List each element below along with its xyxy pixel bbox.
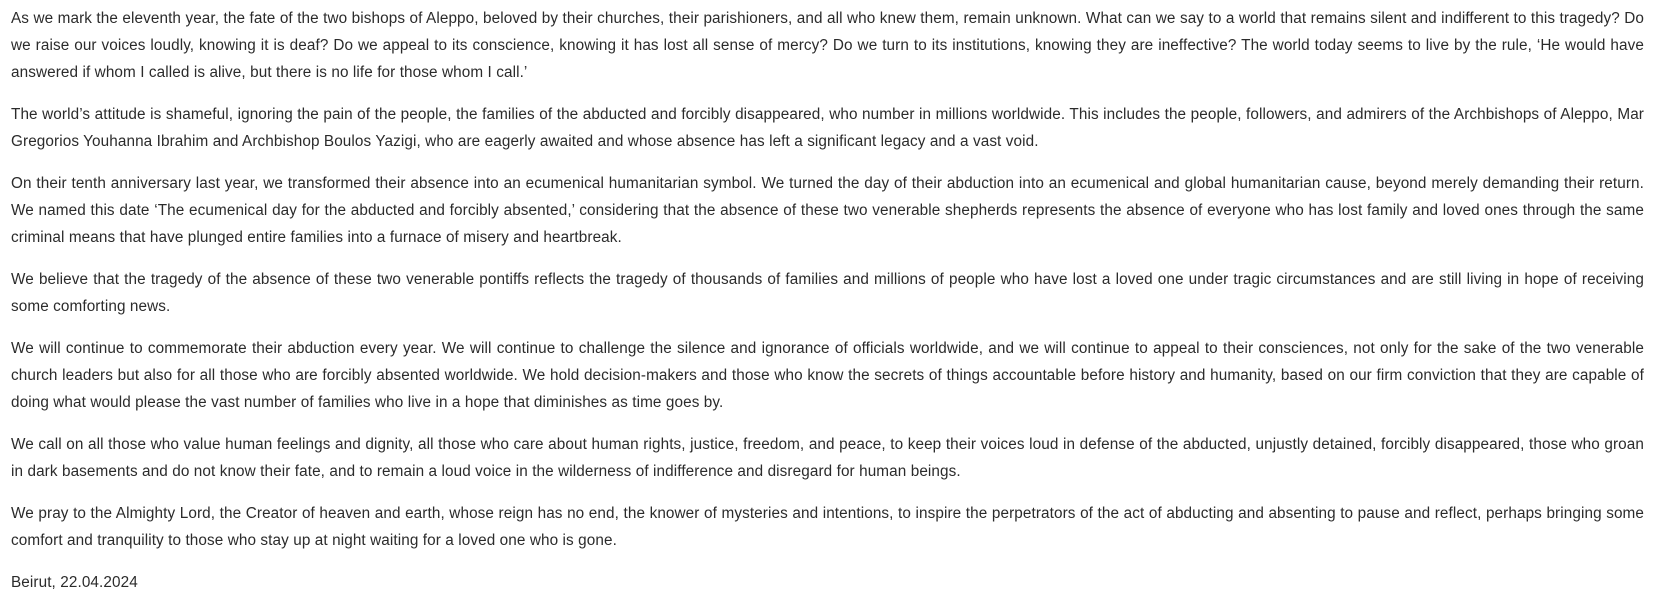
article-paragraph-2: The world’s attitude is shameful, ignoring the pain of the people, the families of the abducted and forcibly disappeared, who number in millions worldwide. This includes the people, followers, and admirers of the Archbishops of Aleppo, Mar Gregorios Youhanna Ibrahim and Archbishop Boulos Yazigi, who are eagerly awaited and whose absence has left a significant legacy and a vast void. (11, 106, 1644, 150)
article-signoff: Beirut, 22.04.2024 (11, 574, 138, 591)
article-paragraph-7: We pray to the Almighty Lord, the Creator of heaven and earth, whose reign has no end, the knower of mysteries and intentions, to inspire the perpetrators of the act of abducting and absenting to pause and reflect, perhaps bringing some comfort and tranquility to those who stay up at night waiting for a loved one who is gone. (11, 505, 1644, 549)
article-paragraph-6: We call on all those who value human feelings and dignity, all those who care about human rights, justice, freedom, and peace, to keep their voices loud in defense of the abducted, unjustly detained, forcibly disappeared, those who groan in dark basements and do not know their fate, and to remain a loud voice in the wilderness of indifference and disregard for human beings. (11, 436, 1644, 480)
article-paragraph-5: We will continue to commemorate their abduction every year. We will continue to challenge the silence and ignorance of officials worldwide, and we will continue to appeal to their consciences, not only for the sake of the two venerable church leaders but also for all those who are forcibly absented worldwide. We hold decision-makers and those who know the secrets of things accountable before history and humanity, based on our firm conviction that they are capable of doing what would please the vast number of families who live in a hope that diminishes as time goes by. (11, 340, 1644, 411)
article-paragraph-4: We believe that the tragedy of the absence of these two venerable pontiffs reflects the tragedy of thousands of families and millions of people who have lost a loved one under tragic circumstances and are still living in hope of receiving some comforting news. (11, 271, 1644, 315)
article-paragraph-3: On their tenth anniversary last year, we transformed their absence into an ecumenical humanitarian symbol. We turned the day of their abduction into an ecumenical and global humanitarian cause, beyond merely demanding their return. We named this date ‘The ecumenical day for the abducted and forcibly absented,’ considering that the absence of these two venerable shepherds represents the absence of everyone who has lost family and loved ones through the same criminal means that have plunged entire families into a furnace of misery and heartbreak. (11, 175, 1644, 246)
article-paragraph-1: As we mark the eleventh year, the fate of the two bishops of Aleppo, beloved by their churches, their parishioners, and all who knew them, remain unknown. What can we say to a world that remains silent and indifferent to this tragedy? Do we raise our voices loudly, knowing it is deaf? Do we appeal to its conscience, knowing it has lost all sense of mercy? Do we turn to its institutions, knowing they are ineffective? The world today seems to live by the rule, ‘He would have answered if whom I called is alive, but there is no life for those whom I call.’ (11, 10, 1644, 81)
